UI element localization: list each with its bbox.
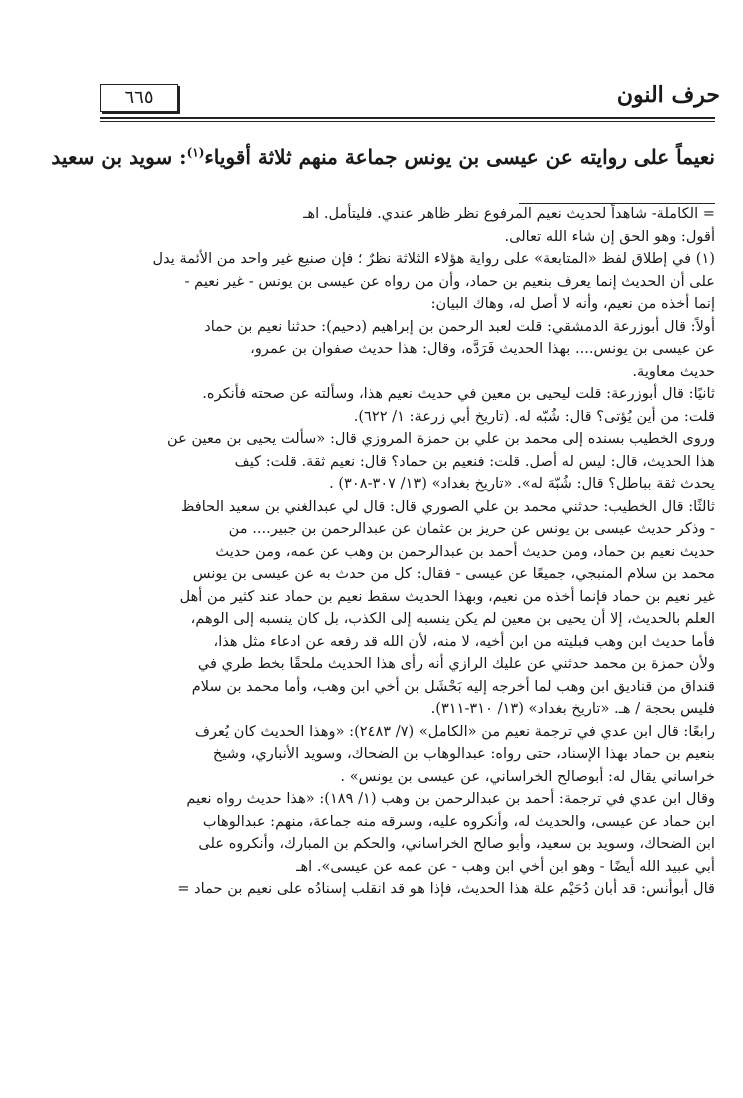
footnote-line: خراساني يقال له: أبوصالح الخراساني، عن عيسى بن يونس» . (340, 767, 715, 785)
footnote-line: قلت: من أين يُؤتى؟ قال: شُبّه له. (تاريخ أبي زرعة: ١/ ٦٢٢). (353, 407, 715, 425)
footnote-line: وروى الخطيب بسنده إلى محمد بن علي بن حمزة المروزي قال: «سألت يحيى بن معين عن (166, 430, 715, 447)
footnote-line: فليس بحجة / هـ. «تاريخ بغداد» (١٣/ ٣١٠-٣١١). (430, 700, 715, 717)
footnote-line: ابن الضحاك، وسويد بن سعيد، وأبو صالح الخراساني، والحكم بن المبارك، وأنكروه على (198, 835, 715, 852)
footnote-line: قنداق من قناديق ابن وهب لما أخرجه إليه بَحْشَل بن أخي ابن وهب، وأما محمد بن سلام (191, 677, 715, 695)
footnote-reference: (١) (186, 145, 205, 160)
page-header (100, 80, 720, 116)
footnote-line: فأما حديث ابن وهب فبليته من ابن أخيه، لا منه، لأن الله قد رفعه عن ادعاء مثل هذا، (213, 632, 715, 650)
main-text-end: : سويد بن سعيد (51, 145, 187, 169)
footnote-line: أقول: وهو الحق إن شاء الله تعالى. (504, 227, 715, 245)
footnote-line: وقال ابن عدي في ترجمة: أحمد بن عبدالرحمن بن وهب (١/ ١٨٩): «هذا حديث رواه نعيم (186, 790, 715, 807)
footnote-line: العلم بالحديث، إلا أن يحيى بن معين لم يكن ينسبه إلى الكذب، بل كان ينسبه إلى الوهم، (190, 610, 715, 627)
footnote-line: أبي عبيد الله أيضًا - وهو ابن أخي ابن وهب - عن عمه عن عيسى». اهـ (296, 857, 715, 875)
running-head: حرف النون (616, 82, 720, 108)
footnote-line: يحدث ثقة بباطل؟ قال: شُبّهَ له». «تاريخ بغداد» (١٣/ ٣٠٧-٣٠٨) . (329, 475, 715, 492)
footnote-line: عن عيسى بن يونس.... بهذا الحديث فَرَدَّه، وقال: هذا حديث صفوان بن عمرو، (250, 340, 715, 357)
footnote-line: غير نعيم بن حماد فإنما أخذه من نعيم، وبهذا الحديث سقط نعيم بن حماد عند كثير من أهل (179, 587, 715, 605)
footnote-line: ثانيًا: قال أبوزرعة: قلت ليحيى بن معين في حديث نعيم هذا، وسألته عن صحته فأنكره. (202, 385, 715, 402)
footnote-line: (١) في إطلاق لفظ «المتابعة» على رواية هؤلاء الثلاثة نظرٌ ؛ فإن صنيع غير واحد من الأئمة يدل (152, 250, 715, 267)
footnote-line: إنما أخذه من نعيم، وأنه لا أصل له، وهاك البيان: (430, 295, 715, 312)
main-text-start: نعيماً على روايته عن عيسى بن يونس جماعة منهم ثلاثة أقوياء (204, 145, 715, 169)
footnote-line: رابعًا: قال ابن عدي في ترجمة نعيم من «الكامل» (٧/ ٢٤٨٣): «وهذا الحديث كان يُعرف (194, 722, 715, 740)
header-rule (100, 117, 715, 122)
footnote-line: هذا الحديث، قال: ليس له أصل. قلت: فنعيم بن حماد؟ قال: نعيم ثقة. قلت: كيف (234, 452, 715, 470)
footnote-line: بنعيم بن حماد بهذا الإسناد، حتى رواه: عبدالوهاب بن الضحاك، وسويد الأنباري، وشيخ (212, 745, 715, 762)
footnote-line: حديث نعيم بن حماد، ومن حديث أحمد بن عبدالرحمن بن وهب عن عمه، ومن حديث (215, 542, 715, 560)
main-text-line (51, 145, 715, 169)
footnotes (100, 203, 715, 901)
footnote-line: = الكاملة- شاهداً لحديث نعيم المرفوع نظر ظاهر عندي. فليتأمل. اهـ (303, 205, 715, 222)
footnote-line: ثالثًا: قال الخطيب: حدثني محمد بن علي الصوري قال: قال لي عبدالغني بن سعيد الحافظ (180, 497, 715, 515)
page-number: ٦٦٥ (100, 84, 178, 112)
footnote-line: قال أبوأنس: قد أبان دُحَيْم علة هذا الحديث، فإذا هو قد انقلب إسنادُه على نعيم بن حماد = (177, 880, 715, 897)
footnote-line: محمد بن سلام المنبجي، جميعًا عن عيسى - فقال: كل من حدث به عن عيسى بن يونس (192, 565, 715, 582)
footnote-line: أولاً: قال أبوزرعة الدمشقي: قلت لعبد الرحمن بن إبراهيم (دحيم): حدثنا نعيم بن حماد (204, 317, 715, 335)
footnote-line: على أن الحديث إنما يعرف بنعيم بن حماد، وأن من رواه عن عيسى بن يونس - غير نعيم - (184, 272, 715, 290)
footnote-line: - وذكر حديث عيسى بن يونس عن حريز بن عثمان عن عبدالرحمن بن جبير.... من (228, 520, 715, 537)
footnote-line: ابن حماد عن عيسى، والحديث له، وأنكروه عليه، وسرقه منه جماعة، منهم: عبدالوهاب (202, 812, 715, 830)
footnote-line: حديث معاوية. (632, 362, 715, 380)
footnote-line: ولأن حمزة بن محمد حدثني عن عليك الرازي أنه رأى هذا الحديث ملحقًا بخط طري في (197, 655, 715, 672)
